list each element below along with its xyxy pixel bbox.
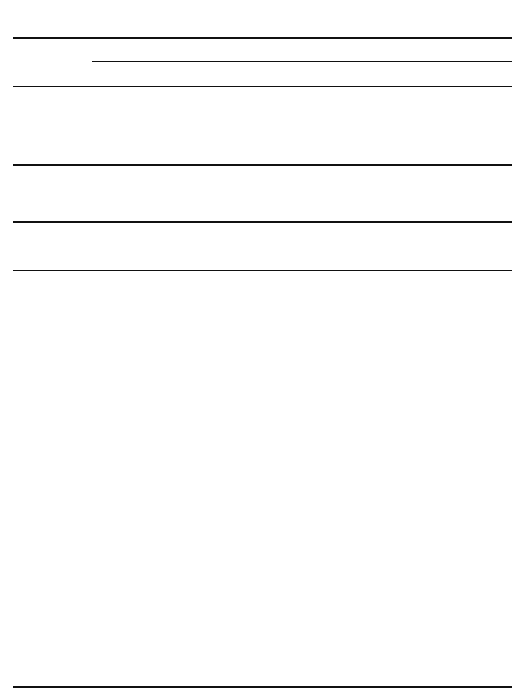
table7-top-rule [13, 221, 512, 223]
table6-top-rule [13, 37, 512, 39]
table6-bottom-rule [13, 164, 512, 166]
table6-header-rule [13, 86, 512, 87]
table6-factor-rule [92, 61, 512, 62]
table7-bottom-rule [13, 686, 512, 688]
table7-header-rule [13, 270, 512, 271]
